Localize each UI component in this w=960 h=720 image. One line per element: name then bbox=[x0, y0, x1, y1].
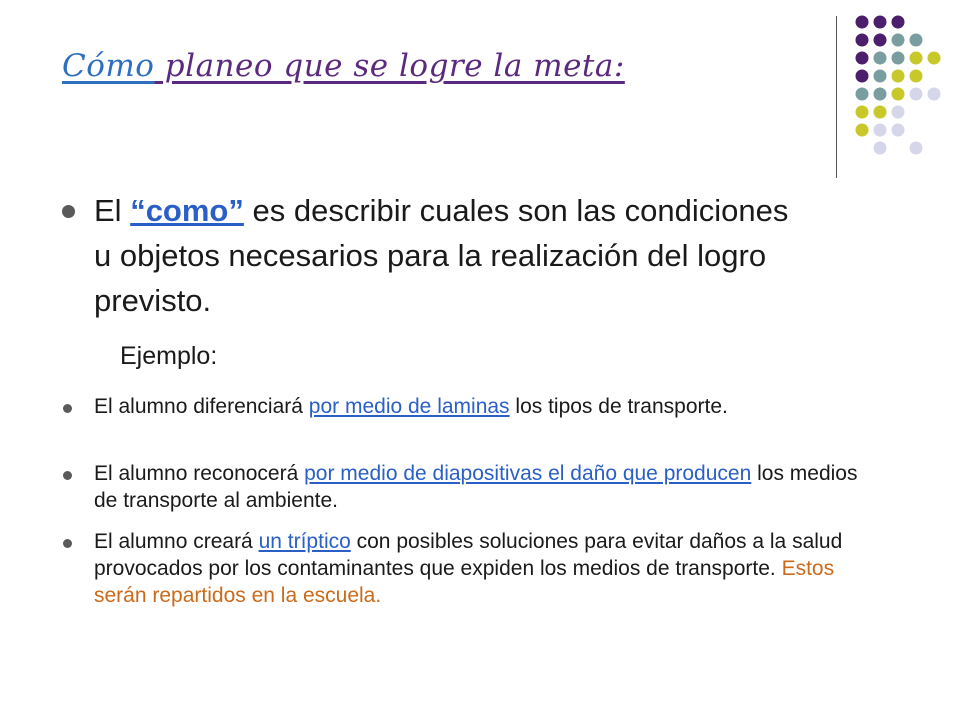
slide-title bbox=[62, 48, 625, 84]
bullet-icon bbox=[63, 539, 72, 548]
item-highlight-text: Estos serán repartidos en la escuela. bbox=[94, 557, 835, 607]
dot bbox=[910, 34, 923, 47]
dot bbox=[874, 34, 887, 47]
main-bullet-text bbox=[94, 188, 794, 323]
dot bbox=[856, 16, 869, 29]
vertical-divider bbox=[836, 16, 837, 178]
dot bbox=[910, 70, 923, 83]
dot bbox=[874, 52, 887, 65]
dot bbox=[874, 124, 887, 137]
title-text: planeo que se logre la meta: bbox=[154, 48, 625, 84]
dot bbox=[910, 52, 923, 65]
decorative-dot-grid bbox=[0, 0, 960, 200]
item-text: con posibles soluciones para evitar daños a la salud provocados por los contaminantes que expiden los medios de transporte. bbox=[94, 530, 843, 580]
dot bbox=[892, 124, 905, 137]
list-item bbox=[94, 460, 864, 514]
main-bullet-post: es describir cuales son las condiciones u objetos necesarios para la realización del logro previsto. bbox=[94, 193, 789, 318]
laminas-link[interactable]: por medio de laminas bbox=[308, 395, 510, 418]
dot bbox=[856, 52, 869, 65]
list-item bbox=[94, 393, 864, 420]
dot bbox=[856, 124, 869, 137]
dot bbox=[874, 142, 887, 155]
dot bbox=[928, 52, 941, 65]
dot bbox=[892, 106, 905, 119]
bullet-icon bbox=[62, 205, 75, 218]
dot bbox=[892, 34, 905, 47]
dot bbox=[856, 106, 869, 119]
dot bbox=[856, 88, 869, 101]
main-bullet-pre: El bbox=[94, 193, 131, 228]
item-text: El alumno creará bbox=[94, 530, 259, 553]
dot bbox=[910, 142, 923, 155]
como-link[interactable]: “como” bbox=[130, 193, 244, 228]
list-item bbox=[94, 528, 864, 609]
dot bbox=[874, 70, 887, 83]
dot bbox=[874, 106, 887, 119]
dot bbox=[874, 88, 887, 101]
diapositivas-link[interactable]: por medio de diapositivas el daño que producen bbox=[304, 462, 752, 485]
dot bbox=[892, 88, 905, 101]
dot bbox=[856, 70, 869, 83]
ejemplo-label: Ejemplo: bbox=[120, 342, 218, 370]
title-link-word[interactable]: Cómo bbox=[62, 48, 155, 84]
dot bbox=[874, 16, 887, 29]
bullet-icon bbox=[63, 471, 72, 480]
dot bbox=[892, 52, 905, 65]
item-text: El alumno reconocerá bbox=[94, 462, 305, 485]
item-text: los tipos de transporte. bbox=[509, 395, 728, 418]
dot bbox=[892, 70, 905, 83]
dot bbox=[910, 88, 923, 101]
item-text: El alumno diferenciará bbox=[94, 395, 309, 418]
item-text: los medios de transporte al ambiente. bbox=[94, 462, 858, 512]
dot bbox=[856, 34, 869, 47]
dot bbox=[892, 16, 905, 29]
triptico-link[interactable]: un tríptico bbox=[258, 530, 351, 553]
bullet-icon bbox=[63, 404, 72, 413]
dot bbox=[928, 88, 941, 101]
